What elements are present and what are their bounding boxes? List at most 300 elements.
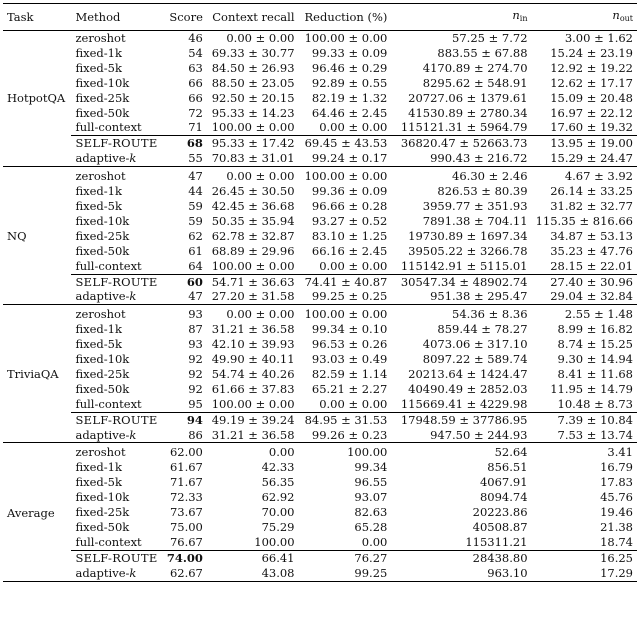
context-recall-cell: 70.83 ± 31.01 xyxy=(211,151,295,166)
n-in-cell: 4170.89 ± 274.70 xyxy=(422,60,528,75)
method-cell xyxy=(71,352,162,367)
method-cell xyxy=(71,136,162,151)
context-recall-cell: 75.29 xyxy=(261,520,295,534)
reduction-cell: 100.00 ± 0.00 xyxy=(304,31,388,45)
n-out-cell: 15.24 ± 23.19 xyxy=(550,45,633,60)
score-cell: 68 xyxy=(163,136,207,151)
method-name: fixed-10k xyxy=(75,213,130,228)
table-row xyxy=(3,46,637,61)
method-k-symbol: k xyxy=(129,427,137,442)
method-name: fixed-1k xyxy=(75,45,122,60)
context-recall-cell: 0.00 ± 0.00 xyxy=(226,169,295,184)
reduction-cell: 99.33 ± 0.09 xyxy=(311,45,388,60)
table-row xyxy=(3,566,637,581)
n-in-cell: 8094.74 xyxy=(479,490,528,505)
method-name: full-context xyxy=(75,534,142,549)
n-out-cell: 31.82 ± 32.77 xyxy=(550,198,633,213)
score-cell: 62 xyxy=(188,228,203,243)
n-out-cell: 17.83 xyxy=(600,475,633,490)
context-recall-cell: 27.20 ± 31.58 xyxy=(211,289,295,304)
context-recall-cell: 56.35 xyxy=(261,475,295,490)
n-in-cell: 951.38 ± 295.47 xyxy=(430,289,528,304)
table-row xyxy=(3,184,637,199)
method-cell xyxy=(71,106,162,121)
score-cell: 95 xyxy=(188,396,203,411)
table-row xyxy=(3,91,637,106)
method-cell xyxy=(71,259,162,274)
score-cell: 55 xyxy=(188,151,203,166)
n-out-cell: 4.67 ± 3.92 xyxy=(564,169,633,184)
table-row xyxy=(3,352,637,367)
n-out-cell: 12.62 ± 17.17 xyxy=(550,75,633,90)
score-cell: 71 xyxy=(188,120,203,135)
reduction-cell: 66.16 ± 2.45 xyxy=(311,243,388,258)
reduction-cell: 93.07 xyxy=(354,490,388,505)
n-in-cell: 856.51 xyxy=(487,460,528,475)
n-in-cell: 4067.91 xyxy=(479,475,528,490)
table-row xyxy=(3,214,637,229)
method-cell xyxy=(71,184,162,199)
context-recall-cell: 49.19 ± 39.24 xyxy=(207,412,299,427)
method-cell xyxy=(71,460,162,475)
table-row xyxy=(3,259,637,274)
method-name: fixed-25k xyxy=(75,505,130,520)
task-label: Average xyxy=(7,505,55,520)
table-row xyxy=(3,120,637,135)
table-row xyxy=(3,412,637,427)
n-in-cell: 30547.34 ± 48902.74 xyxy=(391,274,531,289)
method-cell xyxy=(71,475,162,490)
context-recall-cell: 31.21 ± 36.58 xyxy=(211,427,295,442)
score-cell: 92 xyxy=(188,352,203,367)
n-in-cell: 7891.38 ± 704.11 xyxy=(422,213,528,228)
method-name: fixed-25k xyxy=(75,90,130,105)
n-out-cell: 45.76 xyxy=(600,490,633,505)
reduction-cell: 69.45 ± 43.53 xyxy=(299,136,392,151)
method-name: SELF-ROUTE xyxy=(75,550,158,565)
context-recall-cell: 68.89 ± 29.96 xyxy=(211,243,295,258)
table-row xyxy=(3,106,637,121)
n-out-cell: 16.97 ± 22.12 xyxy=(550,105,633,120)
score-cell: 71.67 xyxy=(169,475,203,490)
reduction-cell: 93.03 ± 0.49 xyxy=(311,352,388,367)
table-row xyxy=(3,61,637,76)
n-in-cell: 963.10 xyxy=(487,565,528,580)
method-cell xyxy=(71,274,162,289)
context-recall-cell: 69.33 ± 30.77 xyxy=(211,45,295,60)
score-cell: 74.00 xyxy=(163,550,207,565)
reduction-cell: 65.21 ± 2.27 xyxy=(311,381,388,396)
method-name: fixed-5k xyxy=(75,60,122,75)
task-label: HotpotQA xyxy=(7,91,66,106)
n-in-cell: 883.55 ± 67.88 xyxy=(437,45,528,60)
header-score: Score xyxy=(169,10,203,24)
reduction-cell: 65.28 xyxy=(354,520,388,534)
task-label: TriviaQA xyxy=(7,367,59,382)
context-recall-cell: 49.90 ± 40.11 xyxy=(211,352,295,367)
method-cell xyxy=(71,229,162,244)
n-out-cell: 29.04 ± 32.84 xyxy=(550,289,633,304)
context-recall-cell: 54.71 ± 36.63 xyxy=(207,274,299,289)
method-cell xyxy=(71,367,162,382)
method-k-symbol: k xyxy=(129,565,137,580)
method-name: fixed-50k xyxy=(75,520,130,534)
method-cell xyxy=(71,167,162,184)
context-recall-cell: 88.50 ± 23.05 xyxy=(211,75,295,90)
score-cell: 47 xyxy=(188,169,203,184)
n-out-cell: 16.79 xyxy=(600,460,633,475)
score-cell: 47 xyxy=(188,289,203,304)
method-name: adaptive- xyxy=(75,427,130,442)
method-name: fixed-10k xyxy=(75,352,130,367)
context-recall-cell: 61.66 ± 37.83 xyxy=(211,381,295,396)
context-recall-cell: 66.41 xyxy=(207,550,299,565)
context-recall-cell: 0.00 ± 0.00 xyxy=(226,31,295,45)
n-in-cell: 4073.06 ± 317.10 xyxy=(422,337,528,352)
method-cell xyxy=(71,322,162,337)
table-row xyxy=(3,382,637,397)
n-in-cell: 54.36 ± 8.36 xyxy=(452,307,528,322)
table-row xyxy=(3,443,637,460)
reduction-cell: 96.66 ± 0.28 xyxy=(311,198,388,213)
method-name: fixed-50k xyxy=(75,381,130,396)
score-cell: 62.67 xyxy=(169,565,203,580)
score-cell: 61.67 xyxy=(169,460,203,475)
reduction-cell: 0.00 xyxy=(361,534,388,549)
reduction-cell: 99.34 xyxy=(354,460,388,475)
method-name: fixed-25k xyxy=(75,228,130,243)
method-name: fixed-1k xyxy=(75,322,122,337)
score-cell: 72.33 xyxy=(169,490,203,505)
method-name: fixed-50k xyxy=(75,243,130,258)
method-cell xyxy=(71,490,162,505)
method-cell xyxy=(71,566,162,581)
method-name: fixed-50k xyxy=(75,105,130,120)
n-in-cell: 39505.22 ± 3266.78 xyxy=(408,243,528,258)
n-out-cell: 7.39 ± 10.84 xyxy=(532,412,637,427)
reduction-cell: 82.63 xyxy=(354,505,388,520)
method-name: fixed-5k xyxy=(75,337,122,352)
method-cell xyxy=(71,337,162,352)
method-cell xyxy=(71,199,162,214)
score-cell: 76.67 xyxy=(169,534,203,549)
method-name: fixed-10k xyxy=(75,75,130,90)
method-name: fixed-1k xyxy=(75,460,122,475)
n-in-cell: 947.50 ± 244.93 xyxy=(430,427,528,442)
table-row xyxy=(3,490,637,505)
method-cell xyxy=(71,91,162,106)
n-in-cell: 17948.59 ± 37786.95 xyxy=(391,412,531,427)
reduction-cell: 100.00 xyxy=(347,445,388,460)
n-out-cell: 28.15 ± 22.01 xyxy=(550,258,633,273)
score-cell: 92 xyxy=(188,366,203,381)
context-recall-cell: 42.10 ± 39.93 xyxy=(211,337,295,352)
n-in-cell: 8295.62 ± 548.91 xyxy=(422,75,528,90)
n-out-cell: 8.41 ± 11.68 xyxy=(557,366,633,381)
score-cell: 46 xyxy=(188,31,203,45)
score-cell: 73.67 xyxy=(169,505,203,520)
table-row xyxy=(3,199,637,214)
table-row xyxy=(3,505,637,520)
method-cell xyxy=(71,535,162,550)
header-n-in: $n_{in}$ xyxy=(512,8,528,23)
method-name: zeroshot xyxy=(75,31,126,45)
n-out-cell: 18.74 xyxy=(600,534,633,549)
reduction-cell: 96.46 ± 0.29 xyxy=(311,60,388,75)
method-name: adaptive- xyxy=(75,565,130,580)
method-cell xyxy=(71,305,162,322)
reduction-cell: 0.00 ± 0.00 xyxy=(319,258,388,273)
method-name: SELF-ROUTE xyxy=(75,412,158,427)
table-row xyxy=(3,305,637,322)
context-recall-cell: 100.00 xyxy=(254,534,295,549)
reduction-cell: 99.25 xyxy=(354,565,388,580)
n-out-cell: 2.55 ± 1.48 xyxy=(564,307,633,322)
method-cell xyxy=(71,520,162,535)
table-row xyxy=(3,337,637,352)
n-in-cell: 20223.86 xyxy=(472,505,528,520)
score-cell: 66 xyxy=(188,75,203,90)
n-in-cell: 28438.80 xyxy=(391,550,531,565)
table-row xyxy=(3,31,637,46)
table-row xyxy=(3,322,637,337)
table-row xyxy=(3,76,637,91)
n-out-cell: 34.87 ± 53.13 xyxy=(550,228,633,243)
method-cell xyxy=(71,412,162,427)
header-context-recall: Context recall xyxy=(212,10,295,24)
method-name: SELF-ROUTE xyxy=(75,136,158,151)
method-k-symbol: k xyxy=(129,289,137,304)
reduction-cell: 99.36 ± 0.09 xyxy=(311,184,388,199)
n-in-cell: 115669.41 ± 4229.98 xyxy=(400,396,528,411)
method-cell xyxy=(71,443,162,460)
n-out-cell: 15.29 ± 24.47 xyxy=(550,151,633,166)
table-row xyxy=(3,274,637,289)
method-name: adaptive- xyxy=(75,151,130,166)
reduction-cell: 82.19 ± 1.32 xyxy=(311,90,388,105)
method-name: fixed-5k xyxy=(75,475,122,490)
method-cell xyxy=(71,289,162,304)
score-cell: 66 xyxy=(188,90,203,105)
n-in-cell: 36820.47 ± 52663.73 xyxy=(391,136,531,151)
context-recall-cell: 43.08 xyxy=(261,565,295,580)
context-recall-cell: 0.00 xyxy=(268,445,295,460)
method-name: zeroshot xyxy=(75,445,126,460)
table-row xyxy=(3,397,637,412)
context-recall-cell: 42.33 xyxy=(261,460,295,475)
reduction-cell: 99.25 ± 0.25 xyxy=(311,289,388,304)
method-cell xyxy=(71,31,162,46)
table-row xyxy=(3,289,637,304)
score-cell: 94 xyxy=(163,412,207,427)
score-cell: 54 xyxy=(188,45,203,60)
method-name: fixed-10k xyxy=(75,490,130,505)
method-cell xyxy=(71,120,162,135)
score-cell: 93 xyxy=(188,337,203,352)
method-cell xyxy=(71,397,162,412)
score-cell: 61 xyxy=(188,243,203,258)
table-row xyxy=(3,460,637,475)
score-cell: 59 xyxy=(188,213,203,228)
score-cell: 86 xyxy=(188,427,203,442)
n-out-cell: 8.74 ± 15.25 xyxy=(557,337,633,352)
reduction-cell: 100.00 ± 0.00 xyxy=(304,169,388,184)
reduction-cell: 83.10 ± 1.25 xyxy=(311,228,388,243)
n-out-cell: 12.92 ± 19.22 xyxy=(550,60,633,75)
n-out-cell: 10.48 ± 8.73 xyxy=(557,396,633,411)
context-recall-cell: 95.33 ± 17.42 xyxy=(207,136,299,151)
header-reduction: Reduction (%) xyxy=(304,10,388,24)
table-row xyxy=(3,244,637,259)
score-cell: 75.00 xyxy=(169,520,203,534)
method-cell xyxy=(71,382,162,397)
n-in-cell: 115311.21 xyxy=(465,534,528,549)
n-in-cell: 41530.89 ± 2780.34 xyxy=(408,105,528,120)
score-cell: 87 xyxy=(188,322,203,337)
table-row xyxy=(3,475,637,490)
n-out-cell: 7.53 ± 13.74 xyxy=(557,427,633,442)
n-in-cell: 8097.22 ± 589.74 xyxy=(422,352,528,367)
results-table xyxy=(3,3,637,582)
n-out-cell: 9.30 ± 14.94 xyxy=(557,352,633,367)
table-row xyxy=(3,229,637,244)
method-name: full-context xyxy=(75,120,142,135)
header-method: Method xyxy=(75,10,121,24)
context-recall-cell: 92.50 ± 20.15 xyxy=(211,90,295,105)
method-name: adaptive- xyxy=(75,289,130,304)
context-recall-cell: 100.00 ± 0.00 xyxy=(211,120,295,135)
n-out-cell: 3.41 xyxy=(607,445,633,460)
method-cell xyxy=(71,61,162,76)
reduction-cell: 0.00 ± 0.00 xyxy=(319,120,388,135)
method-cell xyxy=(71,550,162,565)
reduction-cell: 100.00 ± 0.00 xyxy=(304,307,388,322)
context-recall-cell: 50.35 ± 35.94 xyxy=(211,213,295,228)
n-in-cell: 3959.77 ± 351.93 xyxy=(422,198,528,213)
score-cell: 64 xyxy=(188,258,203,273)
context-recall-cell: 42.45 ± 36.68 xyxy=(211,198,295,213)
score-cell: 62.00 xyxy=(169,445,203,460)
method-cell xyxy=(71,151,162,166)
reduction-cell: 82.59 ± 1.14 xyxy=(311,366,388,381)
reduction-cell: 92.89 ± 0.55 xyxy=(311,75,388,90)
method-cell xyxy=(71,428,162,443)
context-recall-cell: 100.00 ± 0.00 xyxy=(211,258,295,273)
method-cell xyxy=(71,244,162,259)
reduction-cell: 0.00 ± 0.00 xyxy=(319,396,388,411)
reduction-cell: 93.27 ± 0.52 xyxy=(311,213,388,228)
context-recall-cell: 31.21 ± 36.58 xyxy=(211,322,295,337)
table-row xyxy=(3,167,637,184)
table-row xyxy=(3,151,637,166)
context-recall-cell: 54.74 ± 40.26 xyxy=(211,366,295,381)
score-cell: 63 xyxy=(188,60,203,75)
n-out-cell: 19.46 xyxy=(600,505,633,520)
n-out-cell: 13.95 ± 19.00 xyxy=(532,136,637,151)
reduction-cell: 96.55 xyxy=(354,475,388,490)
n-out-cell: 35.23 ± 47.76 xyxy=(550,243,633,258)
reduction-cell: 64.46 ± 2.45 xyxy=(311,105,388,120)
context-recall-cell: 84.50 ± 26.93 xyxy=(211,60,295,75)
n-in-cell: 40490.49 ± 2852.03 xyxy=(408,381,528,396)
method-name: zeroshot xyxy=(75,169,126,184)
n-out-cell: 17.60 ± 19.32 xyxy=(550,120,633,135)
reduction-cell: 99.34 ± 0.10 xyxy=(311,322,388,337)
reduction-cell: 99.26 ± 0.23 xyxy=(311,427,388,442)
score-cell: 93 xyxy=(188,307,203,322)
method-name: zeroshot xyxy=(75,307,126,322)
method-cell xyxy=(71,76,162,91)
score-cell: 72 xyxy=(188,105,203,120)
n-in-cell: 19730.89 ± 1697.34 xyxy=(408,228,528,243)
method-name: full-context xyxy=(75,258,142,273)
n-in-cell: 40508.87 xyxy=(472,520,528,534)
context-recall-cell: 62.78 ± 32.87 xyxy=(211,228,295,243)
n-out-cell: 8.99 ± 16.82 xyxy=(557,322,633,337)
n-out-cell: 16.25 xyxy=(532,550,637,565)
n-out-cell: 27.40 ± 30.96 xyxy=(532,274,637,289)
context-recall-cell: 70.00 xyxy=(261,505,295,520)
table-row xyxy=(3,520,637,535)
method-cell xyxy=(71,505,162,520)
method-cell xyxy=(71,46,162,61)
n-out-cell: 11.95 ± 14.79 xyxy=(550,381,633,396)
score-cell: 44 xyxy=(188,184,203,199)
header-task: Task xyxy=(7,10,34,24)
score-cell: 60 xyxy=(163,274,207,289)
n-in-cell: 46.30 ± 2.46 xyxy=(452,169,528,184)
table-row xyxy=(3,136,637,151)
task-label: NQ xyxy=(7,229,27,244)
n-in-cell: 115142.91 ± 5115.01 xyxy=(400,258,528,273)
table-body xyxy=(3,31,637,582)
method-name: fixed-1k xyxy=(75,184,122,199)
reduction-cell: 74.41 ± 40.87 xyxy=(299,274,392,289)
table-row xyxy=(3,428,637,443)
reduction-cell: 84.95 ± 31.53 xyxy=(299,412,392,427)
table-row xyxy=(3,535,637,550)
n-out-cell: 115.35 ± 816.66 xyxy=(535,213,633,228)
context-recall-cell: 95.33 ± 14.23 xyxy=(211,105,295,120)
n-in-cell: 20727.06 ± 1379.61 xyxy=(408,90,528,105)
score-cell: 92 xyxy=(188,381,203,396)
n-out-cell: 15.09 ± 20.48 xyxy=(550,90,633,105)
n-out-cell: 26.14 ± 33.25 xyxy=(550,184,633,199)
n-out-cell: 17.29 xyxy=(600,565,633,580)
n-out-cell: 21.38 xyxy=(600,520,633,534)
n-in-cell: 826.53 ± 80.39 xyxy=(437,184,528,199)
reduction-cell: 99.24 ± 0.17 xyxy=(311,151,388,166)
context-recall-cell: 26.45 ± 30.50 xyxy=(211,184,295,199)
header-n-out: $n_{out}$ xyxy=(612,8,633,23)
header-row xyxy=(3,4,637,31)
table-row xyxy=(3,367,637,382)
n-in-cell: 20213.64 ± 1424.47 xyxy=(408,366,528,381)
method-name: fixed-25k xyxy=(75,366,130,381)
reduction-cell: 76.27 xyxy=(299,550,392,565)
n-in-cell: 990.43 ± 216.72 xyxy=(430,151,528,166)
context-recall-cell: 0.00 ± 0.00 xyxy=(226,307,295,322)
n-in-cell: 115121.31 ± 5964.79 xyxy=(400,120,528,135)
n-in-cell: 52.64 xyxy=(494,445,528,460)
score-cell: 59 xyxy=(188,198,203,213)
n-in-cell: 859.44 ± 78.27 xyxy=(437,322,528,337)
table-row xyxy=(3,550,637,565)
method-name: full-context xyxy=(75,396,142,411)
method-name: fixed-5k xyxy=(75,198,122,213)
method-name: SELF-ROUTE xyxy=(75,274,158,289)
reduction-cell: 96.53 ± 0.26 xyxy=(311,337,388,352)
